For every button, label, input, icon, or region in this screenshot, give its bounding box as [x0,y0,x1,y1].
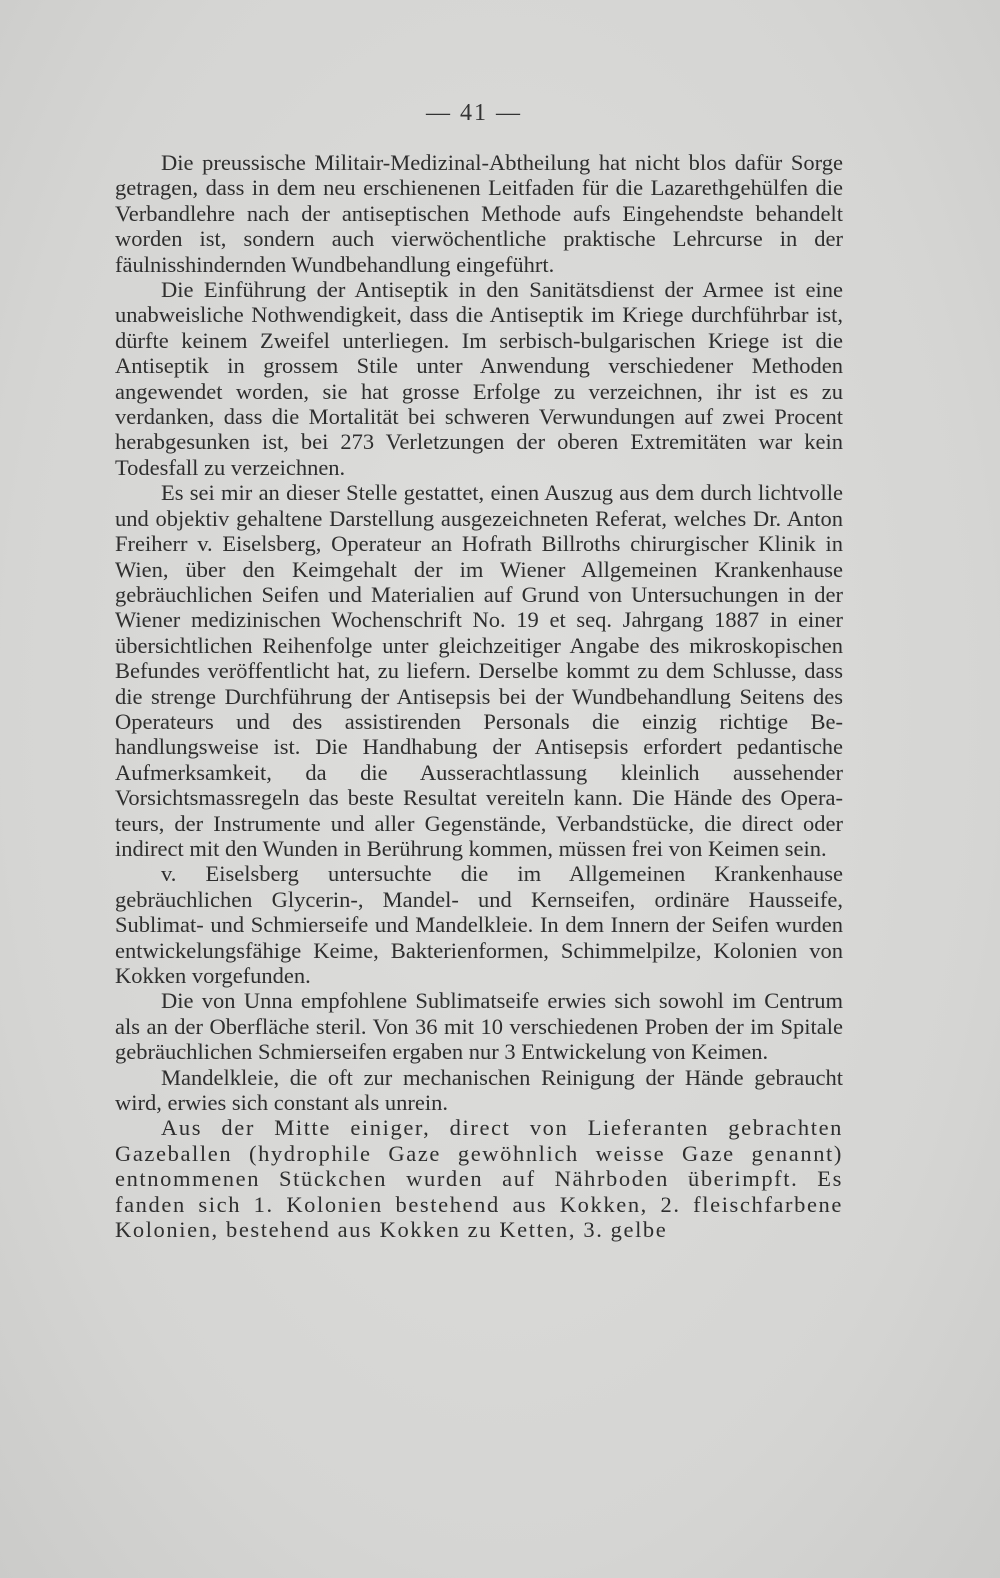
paragraph-7: Aus der Mitte einiger, direct von Lieferanten gebrachten Gazeballen (hydrophile Gaze gewöhnlich weisse Gaze genannt) entnommenen Stückchen wurden auf Nährboden überimpft. Es fanden sich 1. Kolonien bestehend aus Kokken, 2. fleischfarbene Kolonien, bestehend aus Kokken zu Ketten, 3. gelbe [115,1115,843,1243]
body-text [115,150,843,1242]
paragraph-4: v. Eiselsberg untersuchte die im Allgemeinen Krankenhause gebräuchlichen Glycerin-, Mandel- und Kernseifen, ordinäre Hausseife, Sublimat- und Schmierseife und Mandelkleie. In dem Innern der Seifen wurden entwickelungsfähige Keime, Bakterienformen, Schimmelpilze, Kolonien von Kokken vorgefunden. [115,861,843,988]
page-number: — 41 — [426,100,522,126]
paragraph-6: Mandelkleie, die oft zur mechanischen Reinigung der Hände gebraucht wird, erwies sich constant als unrein. [115,1064,843,1116]
paragraph-1: Die preussische Militair-Medizinal-Abtheilung hat nicht blos dafür Sorge getragen, dass in dem neu erschienenen Leitfaden für die Lazarethgehülfen die Verbandlehre nach der antiseptischen Methode aufs Eingehendste behandelt worden ist, sondern auch vierwöchentliche praktische Lehrcurse in der fäulnisshindernden Wundbehandlung eingeführt. [115,150,843,277]
paragraph-5: Die von Unna empfohlene Sublimatseife erwies sich sowohl im Centrum als an der Oberfläche steril. Von 36 mit 10 verschiedenen Proben der im Spitale gebräuchlichen Schmierseifen ergaben nur 3 Entwickelung von Keimen. [115,988,843,1065]
paragraph-2: Die Einführung der Antiseptik in den Sanitätsdienst der Armee ist eine unabweisliche Nothwendigkeit, dass die Antiseptik im Kriege durchführbar ist, dürfte keinem Zweifel unterliegen. Im serbisch-bulgarischen Kriege ist die Antiseptik in grossem Stile unter Anwendung verschiedener Methoden angewendet worden, sie hat grosse Erfolge zu verzeichnen, ihr ist es zu verdanken, dass die Mortalität bei schweren Verwundungen auf zwei Procent herabgesunken ist, bei 273 Verletzungen der oberen Extremitäten war kein Todesfall zu verzeichnen. [115,277,843,480]
paragraph-3: Es sei mir an dieser Stelle gestattet, einen Auszug aus dem durch lichtvolle und objektiv gehaltene Darstellung ausgezeichneten Referat, welches Dr. Anton Freiherr v. Eiselsberg, Operateur an Hofrath Billroths chirurgischer Klinik in Wien, über den Keimgehalt der im Wiener Allgemeinen Krankenhause gebräuchlichen Seifen und Materialien auf Grund von Untersuchungen in der Wiener medizinischen Wochenschrift No. 19 et seq. Jahrgang 1887 in einer übersichtlichen Reihenfolge unter gleichzeitiger Angabe des mikroskopischen Befundes veröffentlicht hat, zu liefern. Derselbe kommt zu dem Schlusse, dass die strenge Durchführung der Antisepsis bei der Wundbehandlung Seitens des Operateurs und des assistirenden Personals die einzig richtige Behandlungsweise ist. Die Handhabung der Antisepsis erfordert pedantische Aufmerksamkeit, da die Ausserachtlassung kleinlich aussehender Vorsichtsmassregeln das beste Resultat vereiteln kann. Die Hände des Operateurs, der Instrumente und aller Gegenstände, Verbandstücke, die direct oder indirect mit den Wunden in Berührung kommen, müssen frei von Keimen sein. [115,480,843,861]
